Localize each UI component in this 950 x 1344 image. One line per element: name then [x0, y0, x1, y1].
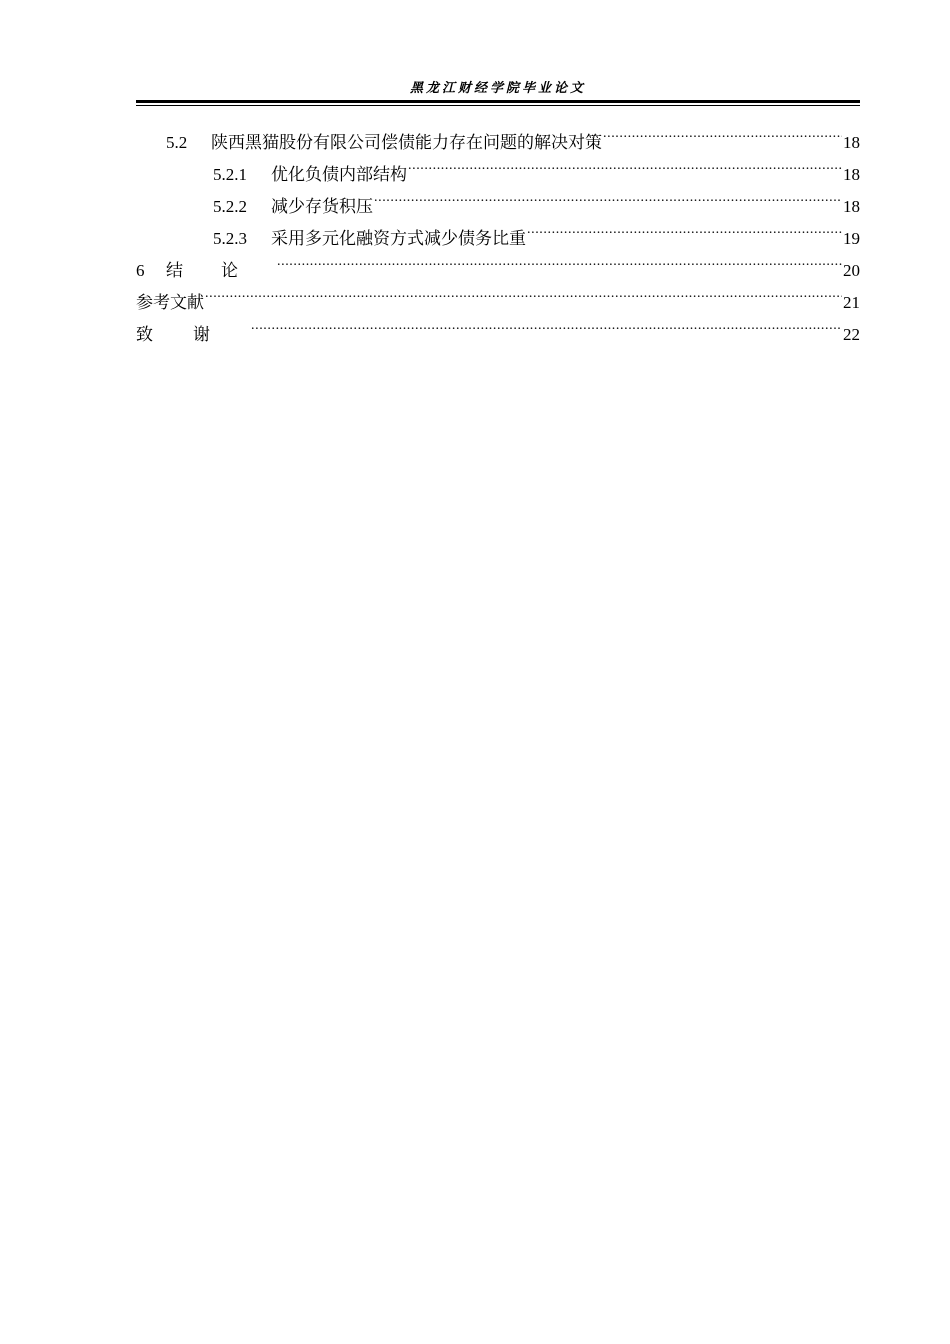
toc-entry-page: 18	[843, 133, 860, 152]
toc-dot-leader	[408, 148, 842, 180]
toc-entry-5-2[interactable]	[136, 116, 860, 152]
toc-dot-leader	[527, 212, 842, 244]
header-rule-thick	[136, 100, 860, 103]
toc-dot-leader	[277, 244, 842, 276]
toc-entry-title: 减少存货积压	[271, 197, 373, 216]
toc-entry-title: 陕西黑猫股份有限公司偿债能力存在问题的解决对策	[211, 133, 602, 152]
toc-entry-number: 5.2.1	[213, 165, 247, 184]
toc-dot-leader	[251, 308, 842, 340]
toc-entry-number: 5.2	[166, 133, 188, 152]
toc-entry-number: 5.2.3	[213, 229, 247, 248]
toc-entry-references[interactable]	[136, 276, 860, 312]
table-of-contents	[136, 116, 860, 344]
toc-entry-page: 18	[843, 165, 860, 184]
toc-entry-page: 19	[843, 229, 860, 248]
toc-entry-page: 22	[843, 325, 860, 344]
toc-dot-leader	[205, 276, 842, 308]
page-header-title: 黑龙江财经学院毕业论文	[409, 81, 586, 96]
toc-entry-title: 优化负债内部结构	[271, 165, 407, 184]
toc-entry-page: 21	[843, 293, 860, 312]
toc-entry-title: 结论	[166, 261, 276, 280]
toc-entry-acknowledgements[interactable]	[136, 308, 860, 344]
toc-entry-number: 5.2.2	[213, 197, 247, 216]
toc-entry-title: 采用多元化融资方式减少债务比重	[271, 229, 526, 248]
toc-entry-page: 20	[843, 261, 860, 280]
toc-entry-title: 参考文献	[136, 293, 204, 312]
header-rule-thin	[136, 105, 860, 106]
toc-entry-number: 6	[136, 261, 145, 280]
toc-entry-title: 致谢	[136, 325, 250, 344]
toc-dot-leader	[603, 116, 842, 148]
toc-dot-leader	[374, 180, 842, 212]
toc-entry-page: 18	[843, 197, 860, 216]
